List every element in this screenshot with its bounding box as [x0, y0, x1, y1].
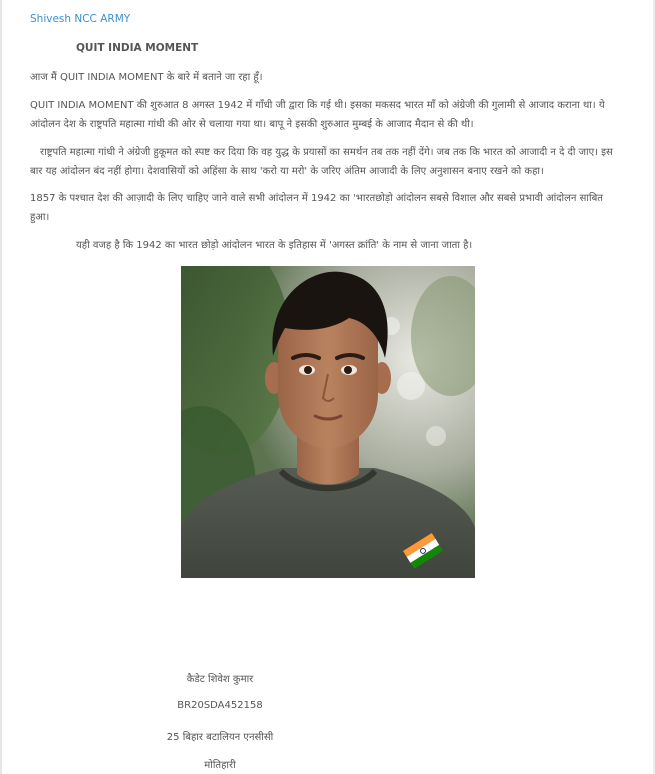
cadet-portrait-illustration: [181, 266, 475, 578]
paragraph-august-kranti: यही वजह है कि 1942 का भारत छोड़ो आंदोलन भारत के इतिहास में 'अगस्त क्रांति' के नाम से जाना जाता है।: [76, 240, 473, 251]
post-heading: QUIT INDIA MOMENT: [76, 42, 199, 54]
signature-id: BR20SDA452158: [177, 700, 263, 711]
left-border: [0, 0, 2, 774]
cadet-photo: [181, 266, 475, 578]
paragraph-intro: आज मैं QUIT INDIA MOMENT के बारे में बताने जा रहा हूँ।: [30, 72, 263, 83]
signature-place: मोतिहारी: [204, 760, 236, 771]
signature-name: कैडेट शिवेश कुमार: [186, 674, 254, 685]
paragraph-gandhi: राष्ट्रपति महात्मा गांधी ने अंग्रेजी हुकूमत को स्पष्ट कर दिया कि वह युद्ध के प्रयासों का समर्थन तब तक नहीं देंगे। जब तक कि भारत को आजादी न दे दी जाए। इस बार यह आंदोलन बंद नहीं होगा। देशवासियों को अहिंसा के साथ 'करो या मरो' के जरिए अंतिम आजादी के लिए अनुशासन बनाए रखने को कहा।: [30, 147, 613, 177]
signature-unit: 25 बिहार बटालियन एनसीसी: [166, 732, 274, 743]
paragraph-start: QUIT INDIA MOMENT की शुरुआत 8 अगस्त 1942 में गाँधी जी द्वारा कि गई थी। इसका मकसद भारत माँ को अंग्रेजी की गुलामी से आजाद कराना था। ये आंदोलन देश के राष्ट्रपति महात्मा गांधी की ओर से चलाया गया था। बापू ने इसकी शुरुआत मुम्बई के आजाद मैदान से की थी।: [30, 100, 605, 130]
paragraph-1857: 1857 के पश्चात देश की आज़ादी के लिए चाहिए जाने वाले सभी आंदोलन में 1942 का 'भारतछोड़ो आंदोलन सबसे विशाल और सबसे प्रभावी आंदोलन साबित हुआ।: [30, 193, 603, 223]
blog-title-link[interactable]: Shivesh NCC ARMY: [30, 13, 131, 25]
